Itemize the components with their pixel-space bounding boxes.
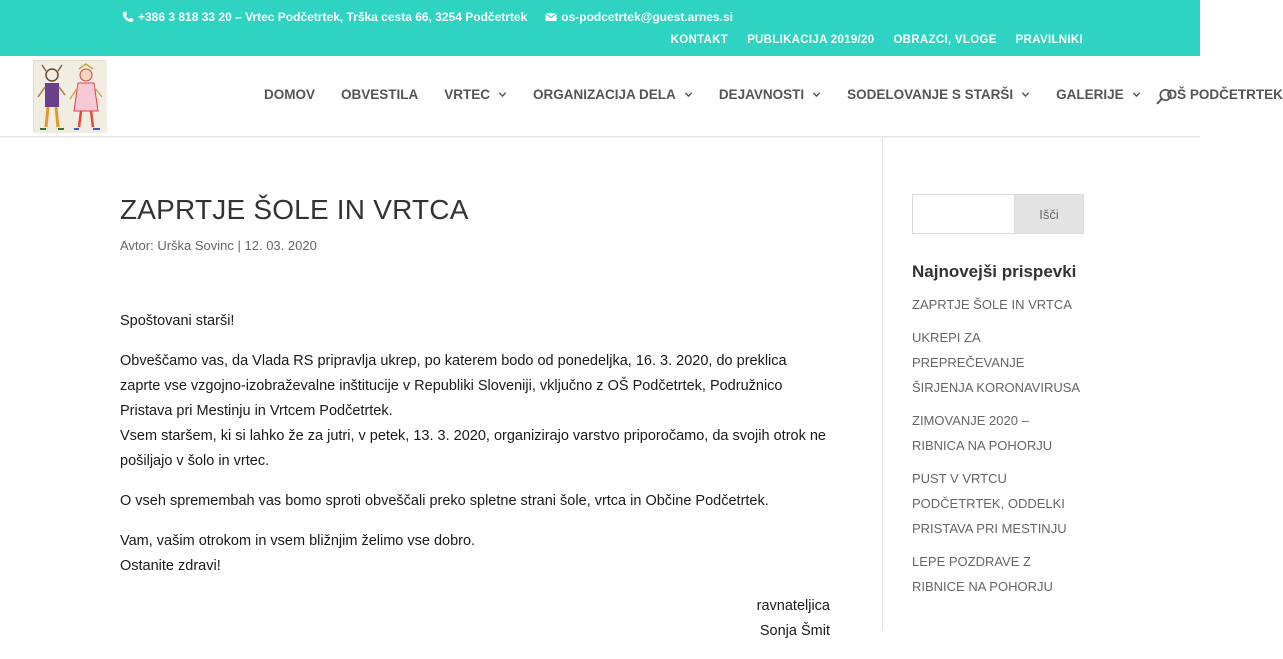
recent-posts-title: Najnovejši prispevki: [912, 262, 1077, 281]
post-paragraph: O vseh spremembah vas bomo sproti obveščali preko spletne strani šole, vrtca in Občine Podčetrtek.: [120, 493, 769, 509]
chevron-down-icon: [812, 90, 821, 99]
nav-label: ORGANIZACIJA DELA: [533, 87, 676, 102]
site-logo[interactable]: [33, 60, 106, 132]
nav-label: VRTEC: [444, 87, 491, 102]
recent-post-link[interactable]: PUST V VRTCU PODČETRTEK, ODDELKI PRISTAVA PRI MESTINJU: [912, 471, 1067, 536]
secondary-nav-kontakt[interactable]: KONTAKT: [670, 34, 729, 46]
chevron-down-icon: [1021, 90, 1030, 99]
post-signature: [120, 594, 830, 644]
nav-label: DEJAVNOSTI: [718, 87, 805, 102]
post-paragraph-line: Ostanite zdravi!: [120, 558, 221, 574]
signature-role: ravnateljica: [756, 598, 830, 614]
nav-item-organizacija-dela[interactable]: [533, 87, 693, 102]
nav-item-dejavnosti[interactable]: [719, 87, 821, 102]
nav-label: SODELOVANJE S STARŠI: [847, 87, 1014, 102]
search-input[interactable]: [912, 194, 1014, 234]
chevron-down-icon: [498, 90, 507, 99]
nav-label: GALERIJE: [1056, 87, 1124, 102]
post-paragraph-line: Vam, vašim otrokom in vsem bližnjim želimo vse dobro.: [120, 533, 476, 549]
post-paragraph-line: Vsem staršem, ki si lahko že za jutri, v petek, 13. 3. 2020, organizirajo varstvo priporočamo, da svojih otrok ne pošiljajo v šolo in vrtec.: [120, 428, 826, 469]
sidebar: [912, 194, 1084, 607]
recent-post-link[interactable]: LEPE POZDRAVE Z RIBNICE NA POHORJU: [912, 554, 1053, 594]
chevron-down-icon: [684, 90, 693, 99]
logo-drawing: [34, 61, 107, 133]
post-meta: Avtor: Urška Sovinc | 12. 03. 2020: [120, 238, 317, 253]
nav-label: OŠ PODČETRTEK: [1166, 87, 1283, 102]
sidebar-divider: [882, 137, 883, 630]
secondary-nav-obrazci[interactable]: OBRAZCI, VLOGE: [893, 34, 997, 46]
nav-item-obvestila[interactable]: [341, 87, 418, 102]
nav-label: OBVESTILA: [341, 87, 419, 102]
post-title: ZAPRTJE ŠOLE IN VRTCA: [120, 194, 469, 225]
top-bar: [0, 0, 1200, 56]
post-paragraph: [120, 529, 830, 579]
secondary-nav-pravilniki[interactable]: PRAVILNIKI: [1015, 34, 1083, 46]
recent-posts-list: [912, 292, 1084, 599]
nav-item-os-podcetrtek[interactable]: [1167, 87, 1283, 102]
post-body: [120, 309, 830, 659]
recent-post-link[interactable]: UKREPI ZA PREPREČEVANJE ŠIRJENJA KORONAVIRUSA: [912, 330, 1081, 395]
nav-item-domov[interactable]: [264, 87, 315, 102]
envelope-icon: [545, 11, 557, 23]
post-paragraph-line: Obveščamo vas, da Vlada RS pripravlja ukrep, po katerem bodo od ponedeljka, 16. 3. 2020, do preklica zaprte vse vzgojno-izobraževalne inštitucije v Republiki Sloveniji, vključno z OŠ Podčetrtek, Podružnico Pristava pri Mestinju in Vrtcem Podčetrtek.: [120, 353, 787, 419]
secondary-nav-publikacija[interactable]: PUBLIKACIJA 2019/20: [747, 34, 875, 46]
post-greeting: Spoštovani starši!: [120, 313, 235, 329]
main-nav: [264, 87, 1283, 102]
signature-name: Sonja Šmit: [759, 623, 830, 639]
chevron-down-icon: [1132, 90, 1141, 99]
contact-info: [122, 10, 733, 24]
search-icon[interactable]: [1155, 88, 1173, 106]
nav-label: DOMOV: [264, 87, 316, 102]
post-paragraph: [120, 349, 830, 474]
nav-item-galerije[interactable]: [1056, 87, 1141, 102]
nav-item-vrtec[interactable]: [444, 87, 507, 102]
sidebar-search: [912, 194, 1084, 234]
recent-post-link[interactable]: ZIMOVANJE 2020 – RIBNICA NA POHORJU: [912, 413, 1053, 453]
recent-post-link[interactable]: ZAPRTJE ŠOLE IN VRTCA: [912, 297, 1072, 312]
phone-icon: [122, 11, 134, 23]
email-link[interactable]: [545, 10, 733, 24]
nav-item-sodelovanje-s-starsi[interactable]: [847, 87, 1030, 102]
email-text: os-podcetrtek@guest.arnes.si: [561, 10, 734, 24]
phone-address-text: +386 3 818 33 20 – Vrtec Podčetrtek, Trška cesta 66, 3254 Podčetrtek: [138, 10, 528, 24]
main-header: [0, 56, 1283, 137]
secondary-nav: [671, 34, 1083, 46]
search-button[interactable]: Išči: [1014, 194, 1084, 234]
